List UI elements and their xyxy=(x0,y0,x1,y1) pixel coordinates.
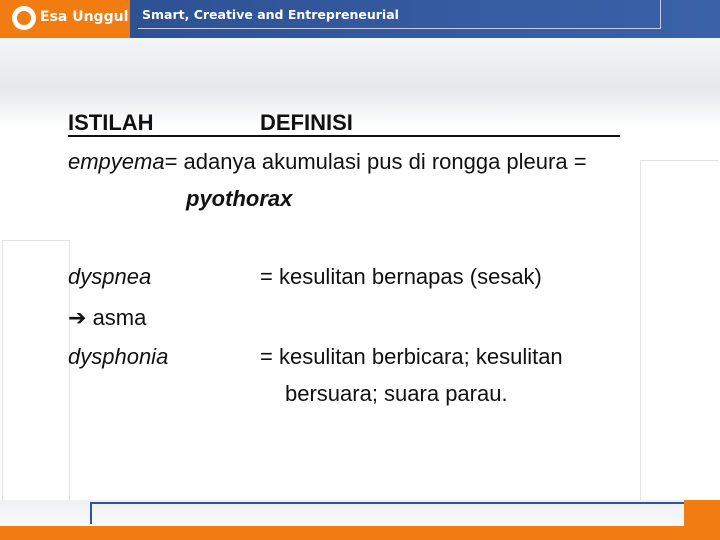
term-empyema: empyema xyxy=(68,149,165,174)
footer-orange-band xyxy=(0,526,720,540)
logo-text: Esa Unggul xyxy=(40,9,129,25)
definition-empyema: = adanya akumulasi pus di rongga pleura = xyxy=(164,149,587,174)
definition-dysphonia: = kesulitan berbicara; kesulitan xyxy=(260,344,563,369)
header-istilah: ISTILAH xyxy=(68,110,154,135)
university-logo xyxy=(0,0,130,38)
term-dyspnea: dyspnea xyxy=(68,264,152,289)
definition-empyema-continued: pyothorax xyxy=(186,186,293,211)
decorative-frame-left xyxy=(2,240,70,501)
header-underline xyxy=(68,135,620,137)
decorative-frame-right xyxy=(640,160,719,501)
definition-dysphonia-continued: bersuara; suara parau. xyxy=(285,381,508,406)
term-dysphonia: dysphonia xyxy=(68,344,169,369)
arrow-right-icon: ➔ xyxy=(68,305,87,330)
related-asma xyxy=(68,307,146,329)
entry-empyema xyxy=(68,151,587,173)
tagline: Smart, Creative and Entrepreneurial xyxy=(142,7,399,22)
footer-orange-corner xyxy=(684,500,720,526)
footer-accent-line xyxy=(90,502,720,524)
definition-dyspnea: = kesulitan bernapas (sesak) xyxy=(260,264,542,289)
related-term-asma: asma xyxy=(92,305,147,330)
logo-emblem-icon xyxy=(12,6,36,30)
header-definisi: DEFINISI xyxy=(260,110,353,135)
